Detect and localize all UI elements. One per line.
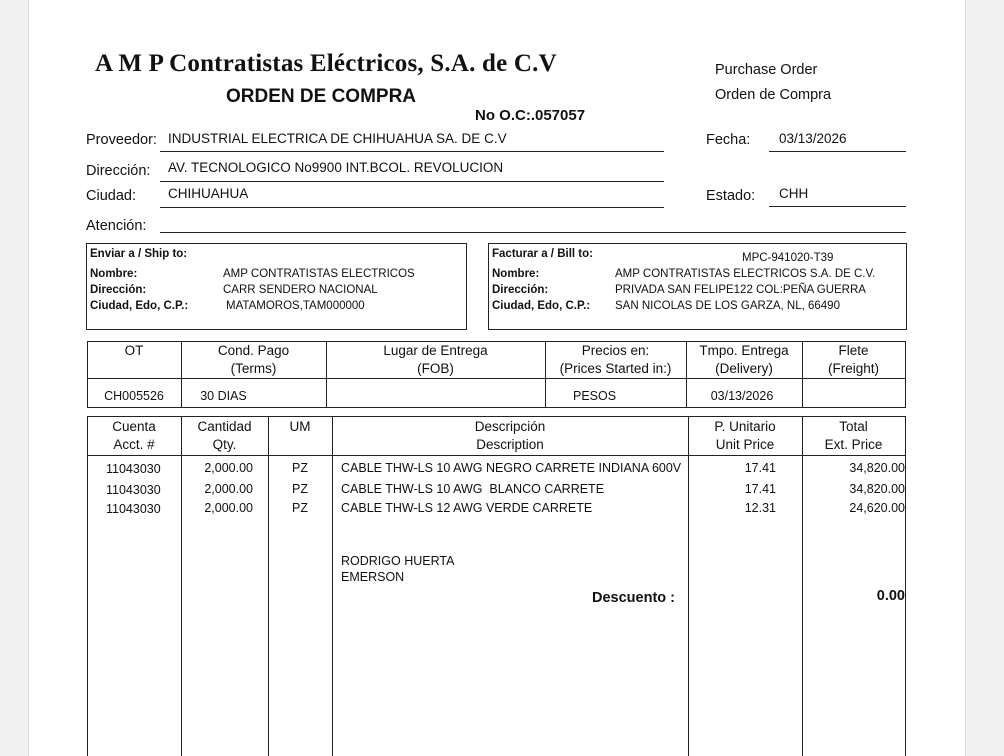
bill-to-direccion-label: Dirección: — [492, 284, 549, 296]
row-precio-unitario: 17.41 — [744, 461, 776, 475]
ship-to-ciudad: MATAMOROS,TAM000000 — [226, 300, 365, 312]
direccion-value: AV. TECNOLOGICO No9900 INT.BCOL. REVOLUCION — [168, 160, 504, 175]
bill-to-nombre: AMP CONTRATISTAS ELECTRICOS S.A. DE C.V. — [615, 268, 876, 280]
ship-to-nombre-label: Nombre: — [90, 268, 138, 280]
ship-to-ciudad-label: Ciudad, Edo, C.P.: — [90, 300, 189, 312]
bill-to-direccion: PRIVADA SAN FELIPE122 COL:PEÑA GUERRA — [615, 284, 866, 296]
items-header-cantidad: Cantidad Qty. — [197, 419, 252, 452]
direccion-label: Dirección: — [86, 163, 151, 179]
ship-to-direccion-label: Dirección: — [90, 284, 147, 296]
row-cuenta: 11043030 — [106, 483, 161, 497]
terms-cond-value: 30 DIAS — [200, 389, 247, 403]
terms-ot-value: CH005526 — [104, 389, 164, 403]
purchase-order-label: Purchase Order — [715, 62, 818, 78]
items-header-descripcion: Descripción Description — [474, 419, 546, 452]
ciudad-underline — [160, 207, 664, 208]
note-brand: EMERSON — [341, 570, 405, 584]
fecha-value: 03/13/2026 — [779, 131, 847, 146]
terms-precios-value: PESOS — [573, 389, 617, 403]
bill-to-title: Facturar a / Bill to: — [492, 248, 593, 260]
estado-label: Estado: — [706, 188, 756, 204]
ciudad-value: CHIHUAHUA — [168, 186, 249, 201]
bill-to-nombre-label: Nombre: — [492, 268, 540, 280]
row-total: 34,820.00 — [849, 461, 905, 475]
orden-de-compra-label: Orden de Compra — [715, 87, 832, 103]
order-number: No O.C:.057057 — [475, 107, 586, 124]
ship-to-direccion: CARR SENDERO NACIONAL — [223, 284, 378, 296]
items-header-precio-unitario: P. Unitario Unit Price — [714, 419, 776, 452]
proveedor-value: INDUSTRIAL ELECTRICA DE CHIHUAHUA SA. DE C.V — [168, 131, 507, 146]
atencion-label: Atención: — [86, 218, 147, 234]
descuento-value: 0.00 — [876, 588, 905, 604]
row-total: 34,820.00 — [849, 482, 905, 496]
row-cantidad: 2,000.00 — [204, 501, 253, 515]
row-total: 24,620.00 — [849, 501, 905, 515]
row-descripcion: CABLE THW-LS 10 AWG NEGRO CARRETE INDIANA 600V — [341, 461, 682, 475]
row-cuenta: 11043030 — [106, 502, 161, 516]
row-cantidad: 2,000.00 — [204, 482, 253, 496]
row-um: PZ — [292, 461, 308, 475]
row-um: PZ — [292, 482, 308, 496]
descuento-label: Descuento : — [592, 590, 675, 606]
row-descripcion: CABLE THW-LS 10 AWG BLANCO CARRETE — [341, 482, 605, 496]
fecha-label: Fecha: — [706, 132, 751, 148]
terms-header-precios: Precios en: (Prices Started in:) — [559, 343, 672, 376]
bill-to-ciudad: SAN NICOLAS DE LOS GARZA, NL, 66490 — [615, 300, 840, 312]
bill-to-rfc: MPC-941020-T39 — [742, 252, 834, 264]
terms-header-cond-pago: Cond. Pago (Terms) — [217, 343, 290, 376]
row-precio-unitario: 17.41 — [744, 482, 776, 496]
company-name: A M P Contratistas Eléctricos, S.A. de C.V — [95, 50, 557, 77]
estado-value: CHH — [779, 186, 809, 201]
bill-to-ciudad-label: Ciudad, Edo, C.P.: — [492, 300, 591, 312]
estado-underline — [769, 206, 906, 207]
row-cuenta: 11043030 — [106, 462, 161, 476]
terms-header-lugar-entrega: Lugar de Entrega (FOB) — [383, 343, 488, 376]
row-cantidad: 2,000.00 — [204, 461, 253, 475]
items-header-cuenta: Cuenta Acct. # — [112, 419, 156, 452]
proveedor-underline — [160, 151, 664, 152]
terms-tmpo-value: 03/13/2026 — [710, 389, 774, 403]
document-title: ORDEN DE COMPRA — [226, 86, 417, 107]
ciudad-label: Ciudad: — [86, 188, 136, 204]
items-header-total: Total Ext. Price — [824, 419, 883, 452]
ship-to-nombre: AMP CONTRATISTAS ELECTRICOS — [223, 268, 415, 280]
row-descripcion: CABLE THW-LS 12 AWG VERDE CARRETE — [341, 501, 593, 515]
note-contact: RODRIGO HUERTA — [341, 554, 455, 568]
items-header-um: UM — [289, 419, 311, 434]
terms-header-tmpo-entrega: Tmpo. Entrega (Delivery) — [699, 343, 789, 376]
fecha-underline — [769, 151, 906, 152]
row-precio-unitario: 12.31 — [744, 501, 776, 515]
proveedor-label: Proveedor: — [86, 132, 157, 148]
ship-to-title: Enviar a / Ship to: — [90, 248, 188, 260]
terms-header-ot: OT — [124, 343, 144, 358]
terms-header-flete: Flete (Freight) — [827, 343, 879, 376]
row-um: PZ — [292, 501, 308, 515]
direccion-underline — [160, 181, 664, 182]
atencion-underline — [160, 232, 906, 233]
